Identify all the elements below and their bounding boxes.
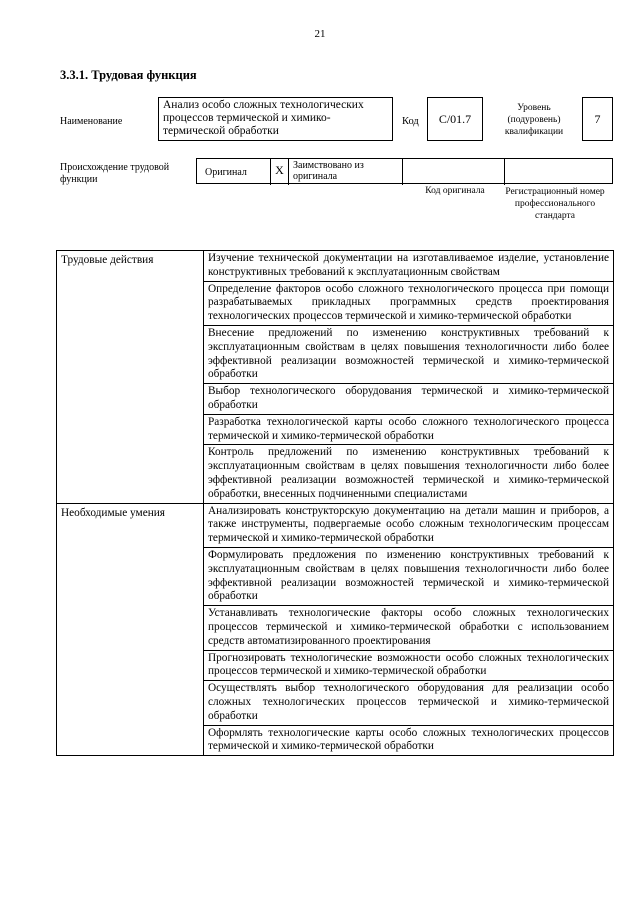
- function-name-field: Анализ особо сложных технологических процессов термической и химико-термической обработки: [158, 97, 393, 141]
- origin-reg-cell: [505, 159, 612, 185]
- page-number: 21: [314, 28, 326, 40]
- section-item: Формулировать предложения по изменению конструктивных требований к эксплуатационным свойствам в целях повышения технологичности либо более эффективной реализации возможностей термической и химико-термической обработки: [204, 547, 614, 605]
- origin-original-cell: Оригинал: [197, 159, 271, 185]
- section-item: Устанавливать технологические факторы особо сложных технологических процессов термической и химико-термической обработки с использованием средств автоматизированного проектирования: [204, 606, 614, 650]
- origin-mark-cell: X: [271, 159, 289, 185]
- section-item: Прогнозировать технологические возможности особо сложных технологических процессов термической и химико-термической обработки: [204, 650, 614, 681]
- section-item: Определение факторов особо сложного технологического процесса при помощи разрабатываемых прикладных программных средств проектирования технологических процессов термической и химико-термической обработки: [204, 281, 614, 325]
- level-field: 7: [582, 97, 613, 141]
- section-item: Оформлять технологические карты особо сложных технологических процессов термической и химико-термической обработки: [204, 725, 614, 756]
- origin-label: Происхождение трудовой функции: [60, 162, 170, 185]
- origin-borrowed-cell: Заимствовано из оригинала: [289, 159, 403, 185]
- origin-row: [196, 158, 613, 184]
- function-table: [56, 250, 614, 756]
- table-row: [57, 251, 614, 282]
- level-label: Уровень (подуровень) квалификации: [504, 103, 564, 137]
- section-label: Трудовые действия: [57, 251, 204, 504]
- origin-code-cell: [403, 159, 505, 185]
- section-item: Внесение предложений по изменению конструктивных требований к эксплуатационным свойствам в целях повышения технологичности либо более эффективной реализации возможностей термической и химико-термической обработки: [204, 325, 614, 383]
- section-item: Контроль предложений по изменению конструктивных требований к эксплуатационным свойствам в целях повышения технологичности либо более эффективной реализации возможностей термической и химико-термической обработки, внесенных подчиненными специалистами: [204, 445, 614, 503]
- code-field: C/01.7: [427, 97, 483, 141]
- code-original-label: Код оригинала: [425, 186, 485, 196]
- section-item: Осуществлять выбор технологического оборудования для реализации особо сложных технологических процессов термической и химико-термической обработки: [204, 681, 614, 725]
- code-label: Код: [402, 116, 419, 127]
- section-item: Выбор технологического оборудования термической и химико-термической обработки: [204, 384, 614, 415]
- name-label: Наименование: [60, 116, 123, 127]
- section-label: Необходимые умения: [57, 503, 204, 756]
- section-item: Изучение технической документации на изготавливаемое изделие, установление конструктивных требований к эксплуатационным свойствам: [204, 251, 614, 282]
- reg-number-label: Регистрационный номер профессионального стандарта: [505, 187, 605, 221]
- section-item: Разработка технологической карты особо сложного технологического процесса термической и химико-термической обработки: [204, 414, 614, 445]
- table-row: [57, 503, 614, 547]
- section-title: 3.3.1. Трудовая функция: [60, 68, 197, 82]
- section-item: Анализировать конструкторскую документацию на детали машин и приборов, а также инструменты, подвергаемые особо сложным технологическим процессам термической и химико-термической обработки: [204, 503, 614, 547]
